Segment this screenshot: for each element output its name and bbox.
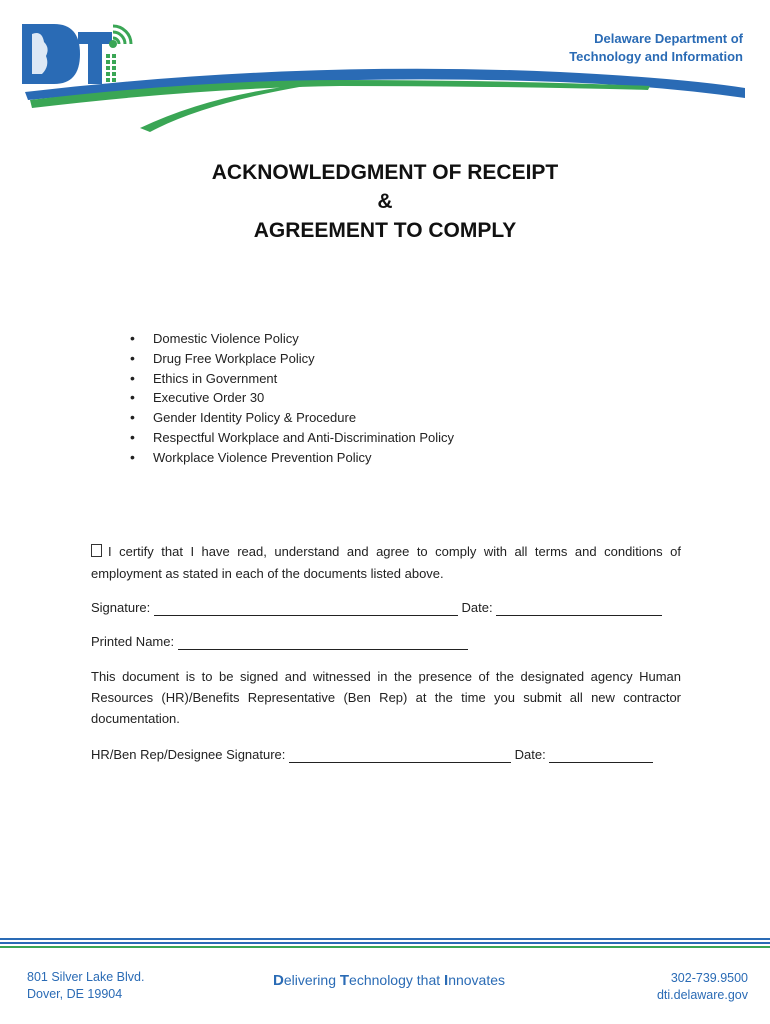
hr-signature-row — [91, 747, 653, 763]
tagline-part1: elivering — [283, 972, 340, 988]
policy-item: • Executive Order 30 — [130, 388, 454, 408]
footer-contact — [657, 970, 748, 1004]
signature-label: Signature: — [91, 600, 151, 615]
agency-name — [569, 30, 743, 66]
footer-website[interactable]: dti.delaware.gov — [656, 988, 748, 1002]
agency-name-line1: Delaware Department of — [594, 31, 743, 46]
address-line1: 801 Silver Lake Blvd. — [27, 970, 145, 984]
policy-item: • Drug Free Workplace Policy — [130, 349, 454, 369]
date-field[interactable] — [496, 601, 662, 616]
printed-name-row — [91, 634, 468, 650]
signature-row — [91, 600, 662, 616]
footer-divider — [0, 938, 770, 950]
certify-checkbox[interactable] — [91, 544, 102, 557]
tagline-part2: echnology that — [349, 972, 445, 988]
tagline-letter-t: T — [339, 972, 350, 989]
title-line1: ACKNOWLEDGMENT OF RECEIPT — [211, 161, 559, 184]
signature-field[interactable] — [154, 601, 458, 616]
hr-date-field[interactable] — [549, 748, 653, 763]
witness-notice: This document is to be signed and witnessed in the presence of the designated agency Human Resources (HR)/Benefits Representative (Ben Rep) at the time you submit all new contractor documentation. — [91, 669, 681, 726]
policy-item: • Gender Identity Policy & Procedure — [130, 408, 454, 428]
address-line2: Dover, DE 19904 — [27, 987, 123, 1001]
hr-signature-field[interactable] — [289, 748, 511, 763]
agency-name-line2: Technology and Information — [569, 49, 743, 64]
hr-date-label: Date: — [514, 747, 546, 762]
policy-item: • Domestic Violence Policy — [130, 329, 454, 349]
tagline-letter-i: I — [444, 972, 449, 989]
policy-item: • Workplace Violence Prevention Policy — [130, 448, 454, 468]
certify-text: I certify that I have read, understand and agree to comply with all terms and conditions of employment as stated in each of the documents listed above. — [91, 544, 681, 581]
tagline-part3: nnovates — [448, 972, 506, 988]
document-title — [0, 158, 770, 245]
policy-list — [130, 329, 454, 468]
tagline-letter-d: D — [273, 972, 284, 989]
printed-name-field[interactable] — [178, 635, 468, 650]
title-line3: AGREEMENT TO COMPLY — [253, 219, 517, 242]
printed-name-label: Printed Name: — [91, 634, 175, 649]
policy-item: • Respectful Workplace and Anti-Discrimination Policy — [130, 428, 454, 448]
hr-signature-label: HR/Ben Rep/Designee Signature: — [91, 747, 286, 762]
certify-statement — [91, 541, 681, 585]
policy-item: • Ethics in Government — [130, 369, 454, 389]
footer-address — [27, 969, 144, 1003]
title-line2: & — [377, 190, 393, 213]
date-label: Date: — [461, 600, 493, 615]
footer-tagline — [273, 972, 505, 989]
footer-phone: 302-739.9500 — [670, 971, 748, 985]
